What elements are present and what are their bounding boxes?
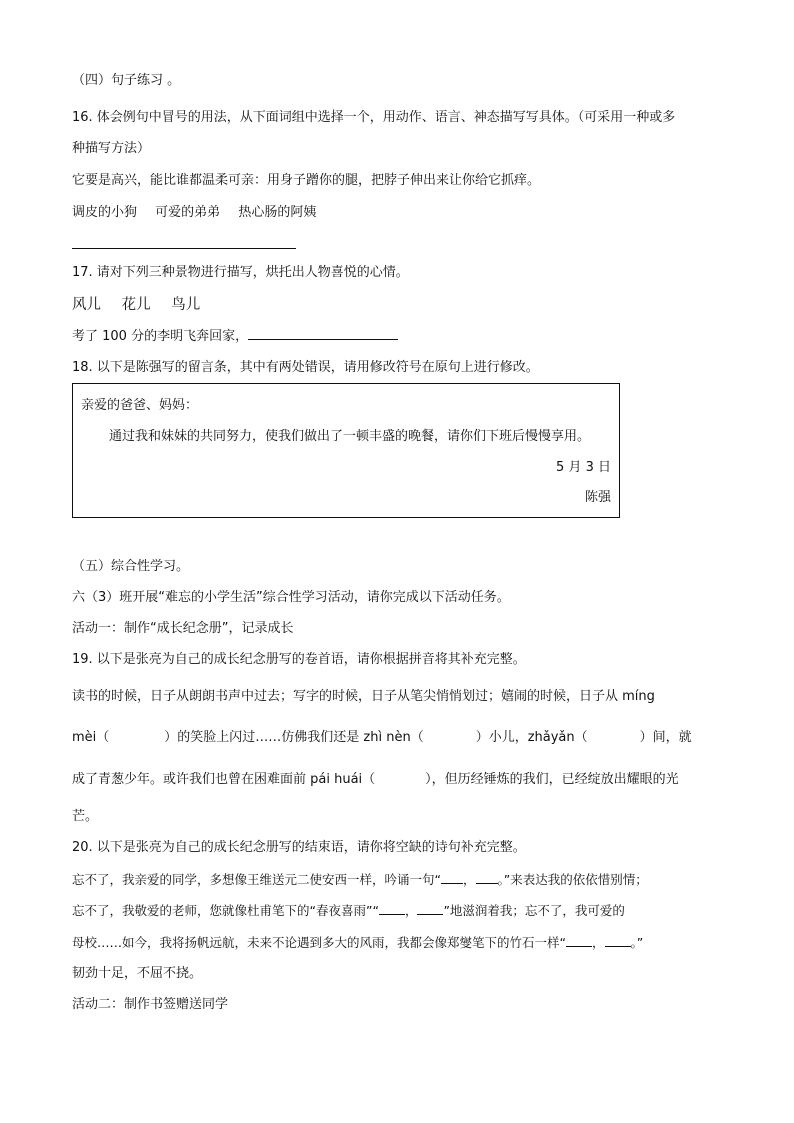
q20-line2 [72,902,625,920]
q20-line1 [72,871,648,889]
q19-line2 [72,729,692,747]
section-4-title: （四）句子练习 。 [72,73,181,88]
q20-line3 [72,934,643,952]
q17-sentence-text: 考了 100 分的李明飞奔回家， [72,329,249,344]
q20-blank [476,883,498,884]
q19-text-segment: ），但历经锤炼的我们，已经绽放出耀眼的光 [425,772,679,787]
q19-text-segment: ）的笑脸上闪过……仿佛我们还是 zhì nèn（ [164,730,424,745]
section-5-title: （五）综合性学习。 [72,559,190,574]
q20-blank [379,914,405,915]
q19-text-segment: ）间，就 [639,730,692,745]
q17-sentence [72,328,398,346]
q20-text-segment: ”地滋润着我；忘不了，我可爱的 [443,903,625,918]
q19-text-segment: 成了青葱少年。或许我们也曾在困难面前 pái huái（ [72,772,376,787]
q16-option: 热心肠的阿姨 [238,205,317,220]
q20-line4: 韧劲十足，不屈不挠。 [72,966,203,981]
q17-items [72,296,200,314]
note-salutation: 亲爱的爸爸、妈妈： [81,398,199,413]
note-date: 5 月 3 日 [556,460,611,475]
q20-blank [605,946,631,947]
q20-prompt: 20. 以下是张亮为自己的成长纪念册写的结束语，请你将空缺的诗句补充完整。 [72,840,526,855]
q16-option: 调皮的小狗 [72,205,138,220]
activity-intro: 六（3）班开展“难忘的小学生活”综合性学习活动，请你完成以下活动任务。 [72,590,510,605]
q16-option: 可爱的弟弟 [155,205,221,220]
q20-text-segment: ， [404,903,418,918]
activity-1-title: 活动一：制作“成长纪念册”，记录成长 [72,621,294,636]
q20-text-segment: ， [462,872,476,887]
note-body: 通过我和妹妹的共同努力，使我们做出了一顿丰盛的晚餐，请你们下班后慢慢享用。 [109,429,591,444]
q20-text-segment: 母校……如今，我将扬帆远航，未来不论遇到多大的风雨，我都会像郑燮笔下的竹石一样“ [72,935,566,950]
q16-line1: 16. 体会例句中冒号的用法，从下面词组中选择一个，用动作、语言、神态描写写具体。（可采用一种或多 [72,110,676,125]
q16-example: 它要是高兴，能比谁都温柔可亲：用身子蹭你的腿，把脖子伸出来让你给它抓痒。 [72,173,541,188]
activity-2-title: 活动二：制作书签赠送同学 [72,997,229,1012]
q17-item: 鸟儿 [171,297,201,313]
q20-blank [417,914,443,915]
q17-item: 风儿 [72,297,101,313]
q17-item: 花儿 [121,297,151,313]
q18-prompt: 18. 以下是陈强写的留言条，其中有两处错误，请用修改符号在原句上进行修改。 [72,360,539,375]
q16-options [72,204,316,222]
q16-line2: 种描写方法） [72,141,151,156]
q19-pinyin-mingmei: mèi（ [72,730,110,745]
message-note-box [72,383,620,518]
q19-prompt: 19. 以下是张亮为自己的成长纪念册写的卷首语，请你根据拼音将其补充完整。 [72,652,526,667]
q20-text-segment: 忘不了，我敬爱的老师，您就像杜甫笔下的“春夜喜雨”“ [72,903,379,918]
q20-blank [441,883,463,884]
q20-text-segment: 忘不了，我亲爱的同学，多想像王维送元二使安西一样，吟诵一句“ [72,872,441,887]
q20-text-segment: 。” [630,935,644,950]
q17-prompt: 17. 请对下列三种景物进行描写，烘托出人物喜悦的心情。 [72,265,409,280]
q20-text-segment: ， [591,935,605,950]
q17-answer-blank [248,339,398,340]
q19-line4: 芒。 [72,809,99,824]
note-signature: 陈强 [584,490,611,505]
q19-text-segment: ）小儿，zhǎyǎn（ [475,730,588,745]
q20-text-segment: 。”来表达我的依依惜别情； [497,872,648,887]
q16-answer-line [72,248,296,249]
q19-line3 [72,771,679,789]
q20-blank [566,946,592,947]
q19-line1: 读书的时候，日子从朗朗书声中过去；写字的时候，日子从笔尖悄悄划过；嬉闹的时候，日子从 míng [72,689,655,704]
